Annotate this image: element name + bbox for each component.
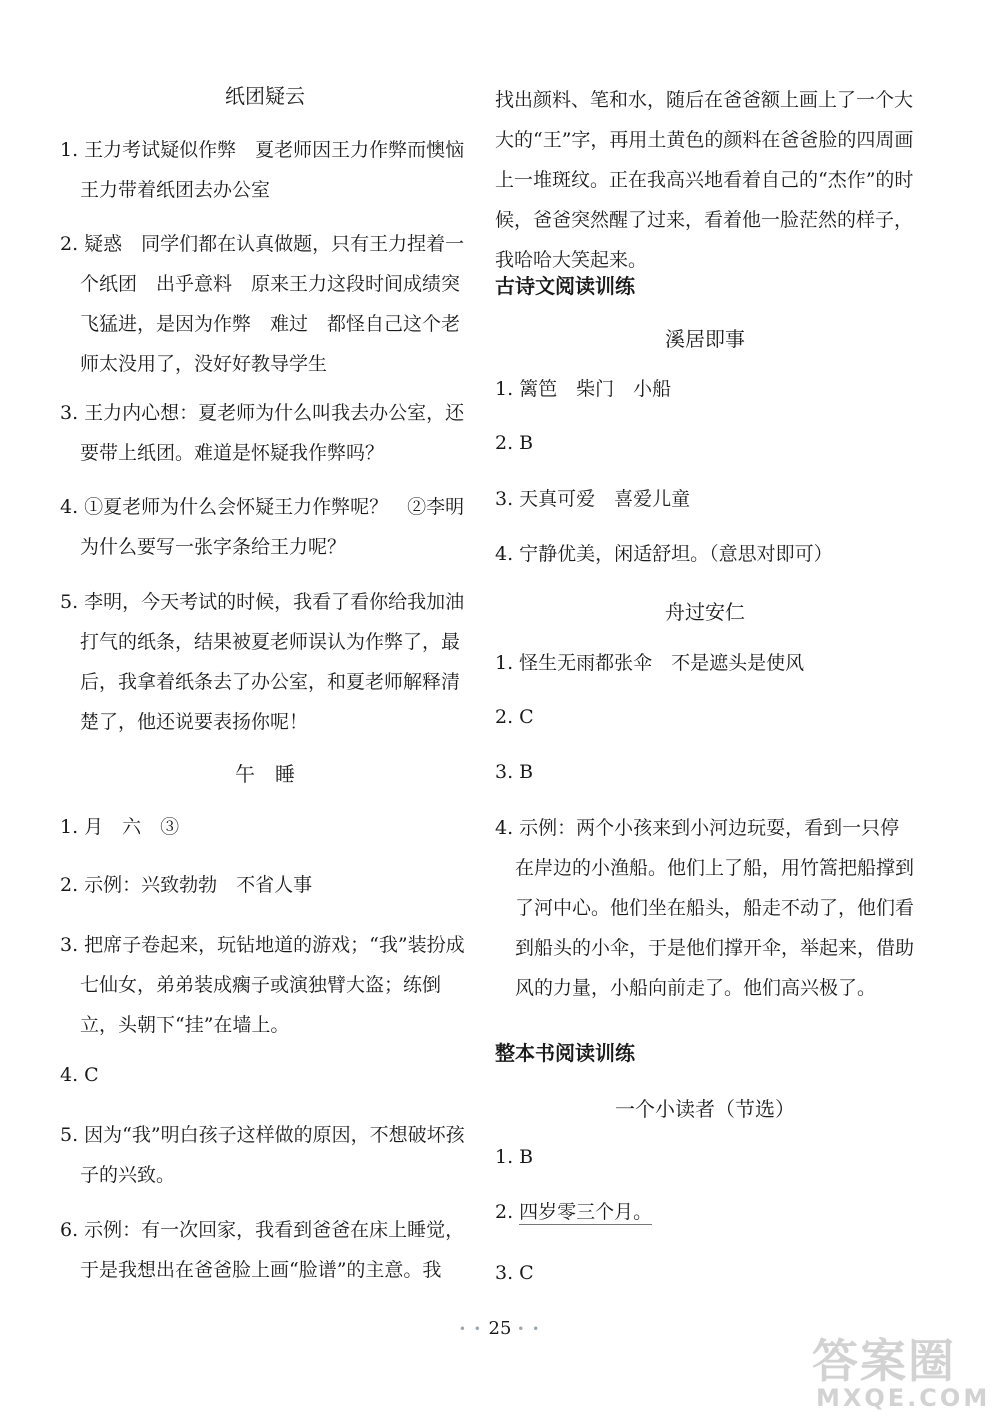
answer-item: 4. ①夏老师为什么会怀疑王力作弊呢？ ②李明为什么要写一张字条给王力呢？: [60, 496, 465, 558]
section-title-paper-ball: 纸团疑云: [225, 84, 305, 108]
answer-item: 1. B: [495, 1146, 534, 1168]
poem-title-xiju: 溪居即事: [665, 327, 745, 351]
book-title-little-reader: 一个小读者（节选）: [615, 1097, 795, 1121]
answer-item: 3. 王力内心想：夏老师为什么叫我去办公室，还要带上纸团。难道是怀疑我作弊吗？: [60, 402, 465, 464]
answer-item: 1. 月 六 ③: [60, 816, 180, 838]
answer-item: 2. B: [495, 432, 534, 454]
answer-item: 5. 因为“我”明白孩子这样做的原因，不想破坏孩子的兴致。: [60, 1124, 465, 1186]
section-heading-whole-book: 整本书阅读训练: [495, 1041, 635, 1065]
answer-item: 5. 李明，今天考试的时候，我看了看你给我加油打气的纸条，结果被夏老师误认为作弊了，最后，我拿着纸条去了办公室，和夏老师解释清楚了，他还说要表扬你呢！: [60, 591, 465, 733]
page-number: 25: [488, 1318, 512, 1339]
section-title-nap: 午 睡: [235, 762, 295, 786]
poem-title-zhouguo: 舟过安仁: [665, 600, 745, 624]
footer-dots-icon: • •: [458, 1322, 483, 1336]
watermark-domain: MXQE.COM: [816, 1384, 991, 1412]
answer-item: 2. 四岁零三个月。: [495, 1201, 653, 1223]
answer-item: 3. C: [495, 1262, 534, 1284]
watermark-text: 答案圈: [812, 1334, 956, 1388]
answer-item: 2. C: [495, 706, 534, 728]
footer-dots-icon: • •: [517, 1322, 542, 1336]
answer-item: 3. 把席子卷起来，玩钻地道的游戏；“我”装扮成七仙女，弟弟装成瘸子或演独臂大盗；练倒立，头朝下“挂”在墙上。: [60, 934, 465, 1036]
answer-item-continued: 找出颜料、笔和水，随后在爸爸额上画上了一个大大的“王”字，再用土黄色的颜料在爸爸脸的四周画上一堆斑纹。正在我高兴地看着自己的“杰作”的时候，爸爸突然醒了过来，看着他一脸茫然的样子，我哈哈大笑起来。: [495, 89, 914, 271]
answer-item: 3. 天真可爱 喜爱儿童: [495, 488, 691, 510]
answer-item: 6. 示例：有一次回家，我看到爸爸在床上睡觉，于是我想出在爸爸脸上画“脸谱”的主意。我: [60, 1219, 465, 1281]
answer-item: 3. B: [495, 761, 534, 783]
answer-item: 2. 示例：兴致勃勃 不省人事: [60, 874, 313, 896]
section-heading-classical-poetry: 古诗文阅读训练: [495, 274, 635, 298]
answer-item: 1. 篱笆 柴门 小船: [495, 378, 672, 400]
answer-item: 4. 示例：两个小孩来到小河边玩耍，看到一只停在岸边的小渔船。他们上了船，用竹篙把船撑到了河中心。他们坐在船头，船走不动了，他们看到船头的小伞，于是他们撑开伞，举起来，借助风的力量，小船向前走了。他们高兴极了。: [495, 817, 915, 999]
answer-item: 1. 王力考试疑似作弊 夏老师因王力作弊而懊恼 王力带着纸团去办公室: [60, 139, 484, 201]
answer-item: 4. C: [60, 1064, 99, 1086]
answer-item: 1. 怪生无雨都张伞 不是遮头是使风: [495, 652, 805, 674]
answer-item: 2. 疑惑 同学们都在认真做题，只有王力捏着一个纸团 出乎意料 原来王力这段时间成绩突飞猛进，是因为作弊 难过 都怪自己这个老师太没用了，没好好教导学生: [60, 233, 465, 375]
watermark-logo: [812, 1334, 991, 1417]
underlined-answer: 四岁零三个月。: [519, 1201, 653, 1223]
answer-item: 4. 宁静优美，闲适舒坦。（意思对即可）: [495, 543, 833, 565]
